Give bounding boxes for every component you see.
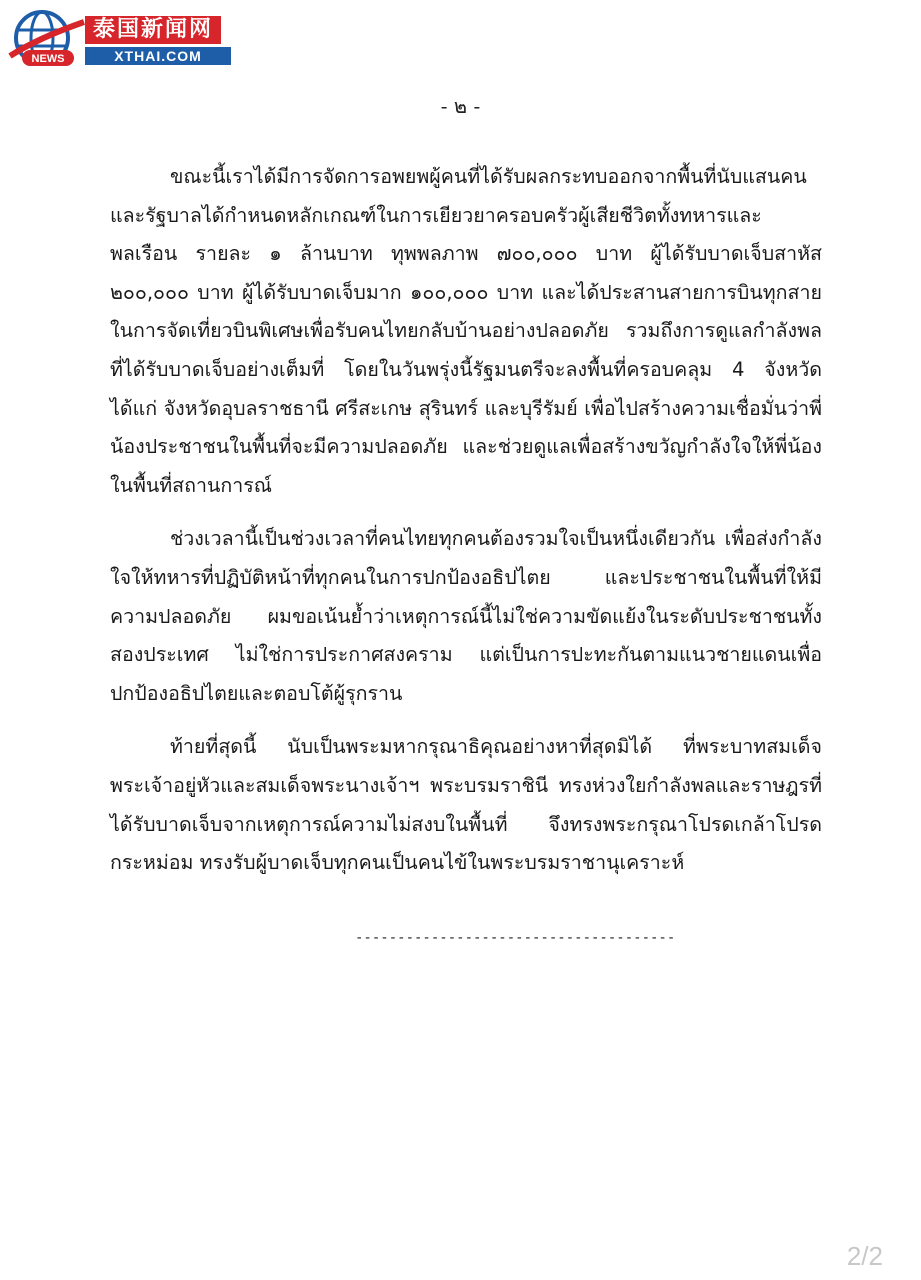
site-logo[interactable] bbox=[8, 8, 228, 70]
news-badge: NEWS bbox=[31, 53, 65, 65]
paragraph: ท้ายที่สุดนี้ นับเป็นพระมหากรุณาธิคุณอย่างหาที่สุดมิได้ ที่พระบาทสมเด็จพระเจ้าอยู่หัวและสมเด็จพระนางเจ้าฯ พระบรมราชินี ทรงห่วงใยกำลังพลและราษฎรที่ได้รับบาดเจ็บจากเหตุการณ์ความไม่สงบในพื้นที่ จึงทรงพระกรุณาโปรดเกล้าโปรดกระหม่อม ทรงรับผู้บาดเจ็บทุกคนเป็นคนไข้ในพระบรมราชานุเคราะห์ bbox=[110, 735, 822, 875]
document-body bbox=[110, 158, 822, 898]
page-counter: 2/2 bbox=[846, 1241, 883, 1271]
page-number-top: - ๒ - bbox=[440, 94, 481, 118]
logo-domain: XTHAI.COM bbox=[85, 47, 231, 65]
globe-news-icon bbox=[8, 8, 88, 70]
end-separator: -------------------------------------- bbox=[355, 930, 676, 946]
paragraph: ช่วงเวลานี้เป็นช่วงเวลาที่คนไทยทุกคนต้องรวมใจเป็นหนึ่งเดียวกัน เพื่อส่งกำลังใจให้ทหารที่ปฏิบัติหน้าที่ทุกคนในการปกป้องอธิปไตย และประชาชนในพื้นที่ให้มีความปลอดภัย ผมขอเน้นย้ำว่าเหตุการณ์นี้ไม่ใช่ความขัดแย้งในระดับประชาชนทั้งสองประเทศ ไม่ใช่การประกาศสงคราม แต่เป็นการปะทะกันตามแนวชายแดนเพื่อปกป้องอธิปไตยและตอบโต้ผู้รุกราน bbox=[110, 527, 822, 705]
paragraph: ขณะนี้เราได้มีการจัดการอพยพผู้คนที่ได้รับผลกระทบออกจากพื้นที่นับแสนคน และรัฐบาลได้กำหนดหลักเกณฑ์ในการเยียวยาครอบครัวผู้เสียชีวิตทั้งทหารและพลเรือน รายละ ๑ ล้านบาท ทุพพลภาพ ๗๐๐,๐๐๐ บาท ผู้ได้รับบาดเจ็บสาหัส ๒๐๐,๐๐๐ บาท ผู้ได้รับบาดเจ็บมาก ๑๐๐,๐๐๐ บาท และได้ประสานสายการบินทุกสายในการจัดเที่ยวบินพิเศษเพื่อรับคนไทยกลับบ้านอย่างปลอดภัย รวมถึงการดูแลกำลังพลที่ได้รับบาดเจ็บอย่างเต็มที่ โดยในวันพรุ่งนี้รัฐมนตรีจะลงพื้นที่ครอบคลุม 4 จังหวัด ได้แก่ จังหวัดอุบลราชธานี ศรีสะเกษ สุรินทร์ และบุรีรัมย์ เพื่อไปสร้างความเชื่อมั่นว่าพี่น้องประชาชนในพื้นที่จะมีความปลอดภัย และช่วยดูแลเพื่อสร้างขวัญกำลังใจให้พี่น้องในพื้นที่สถานการณ์ bbox=[110, 165, 822, 497]
logo-chinese-name: 泰国新闻网 bbox=[85, 16, 221, 44]
